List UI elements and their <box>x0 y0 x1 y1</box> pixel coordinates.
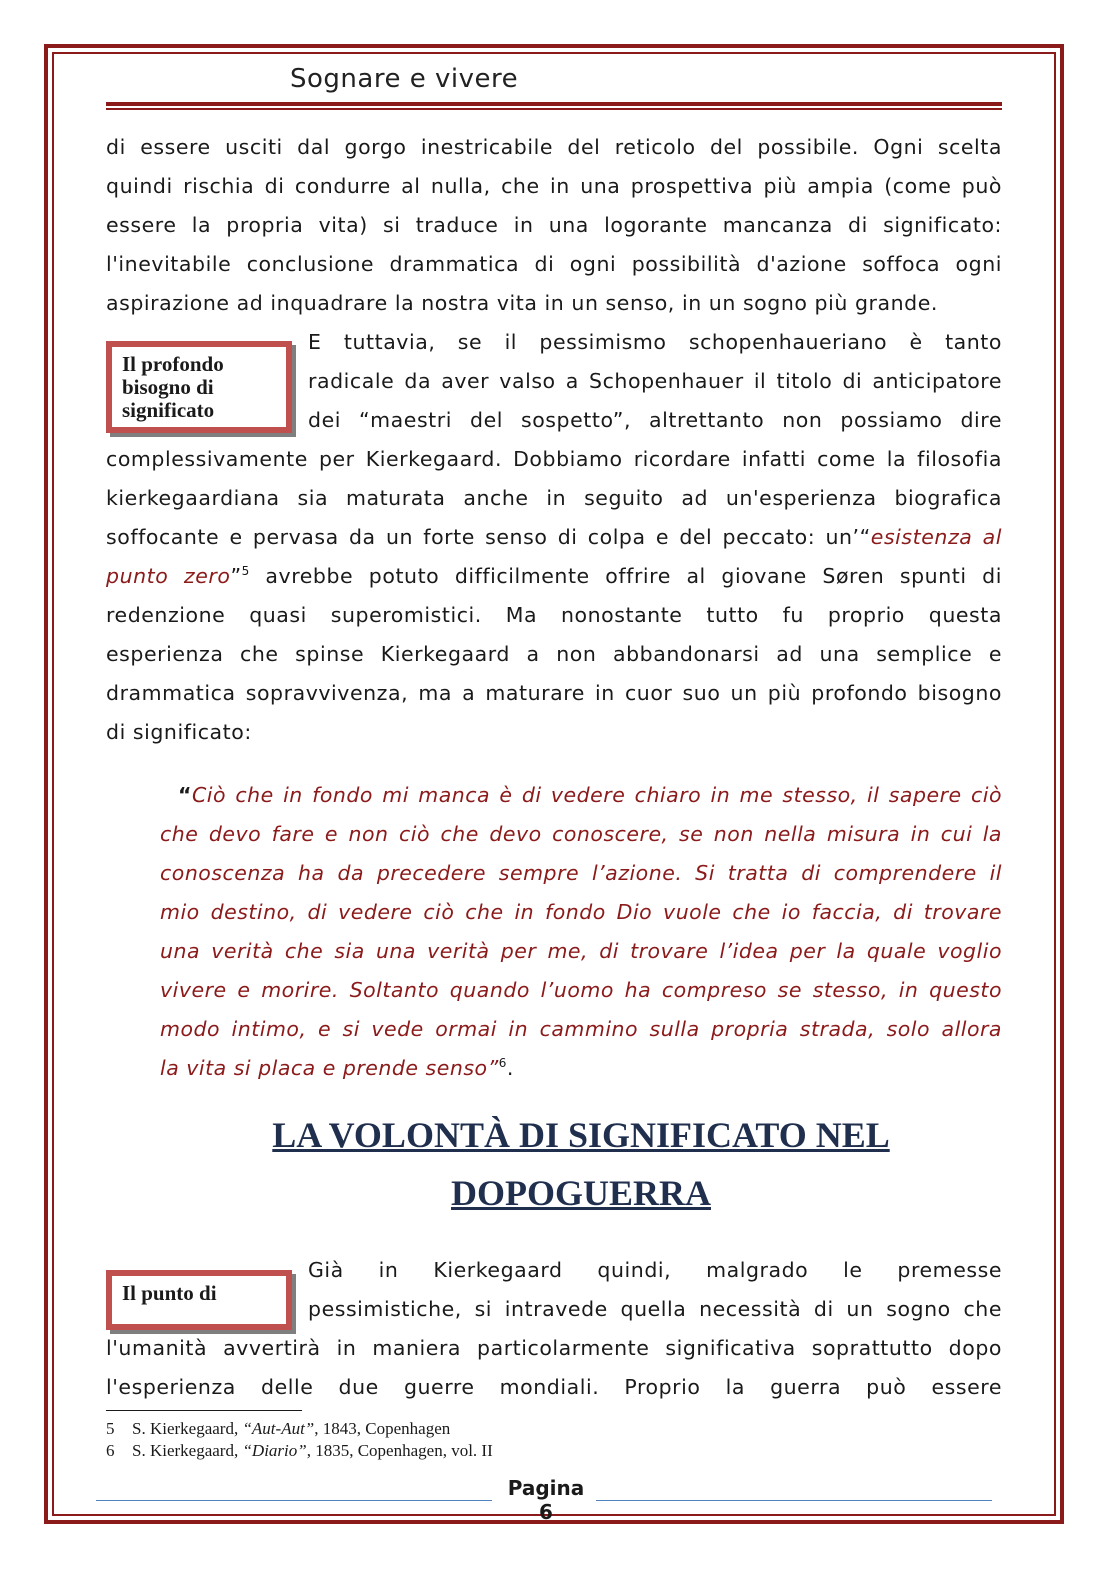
body-line <box>106 518 1002 557</box>
footnote-author: S. Kierkegaard, <box>132 1419 243 1438</box>
body-line: l'umanità avvertirà in maniera particolarmente significativa soprattutto dopo <box>106 1336 1002 1360</box>
quote-text: Ciò che in fondo mi manca è di vedere chiaro in me stesso, il sapere ciò <box>191 783 1002 807</box>
margin-note-box <box>106 1270 292 1330</box>
quote-line <box>178 776 1002 815</box>
margin-note-text: Il profondo bisogno di significato <box>122 352 224 422</box>
running-title: Sognare e vivere <box>290 64 519 94</box>
body-line: aspirazione ad inquadrare la nostra vita in un senso, in un sogno più grande. <box>106 291 938 315</box>
footnote <box>106 1441 493 1461</box>
body-line: redenzione quasi superomistici. Ma nonostante tutto fu proprio questa <box>106 603 1002 627</box>
footnote-work: “Aut-Aut” <box>242 1419 315 1438</box>
body-line: essere la propria vita) si traduce in una logorante mancanza di significato: <box>106 213 1002 237</box>
page-number: 6 <box>539 1500 553 1524</box>
footnote-ref: 5 <box>241 564 250 579</box>
footnote-number: 5 <box>106 1419 115 1438</box>
footnote-rest: , 1835, Copenhagen, vol. II <box>306 1441 493 1460</box>
body-line: di significato: <box>106 720 252 744</box>
header-rule <box>106 102 1002 106</box>
quote-line: che devo fare e non ciò che devo conoscere, se non nella misura in cui la <box>160 822 1002 846</box>
quote-line: conoscenza ha da precedere sempre l’azione. Si tratta di comprendere il <box>160 861 1002 885</box>
body-line: E tuttavia, se il pessimismo schopenhaueriano è tanto <box>308 330 1002 354</box>
footer-rule-left <box>96 1500 492 1501</box>
body-text: ” <box>230 564 242 588</box>
body-line: drammatica sopravvivenza, ma a maturare in cuor suo un più profondo bisogno <box>106 681 1002 705</box>
section-heading: DOPOGUERRA <box>451 1173 711 1213</box>
footnote-number: 6 <box>106 1441 115 1460</box>
quote-open-mark: “ <box>178 783 192 807</box>
footnote <box>106 1419 450 1439</box>
margin-note-box <box>106 341 292 433</box>
header-rule-thin <box>106 108 1002 110</box>
body-line: di essere usciti dal gorgo inestricabile del reticolo del possibile. Ogni scelta <box>106 135 1002 159</box>
footnote-work: “Diario” <box>242 1441 307 1460</box>
body-text: avrebbe potuto difficilmente offrire al giovane Søren spunti di <box>249 564 1002 588</box>
quote-line: modo intimo, e si vede ormai in cammino sulla propria strada, solo allora <box>160 1017 1002 1041</box>
quote-text: la vita si placa e prende senso <box>160 1056 488 1080</box>
footer-rule-right <box>596 1500 992 1501</box>
body-line: dei “maestri del sospetto”, altrettanto non possiamo dire <box>308 408 1002 432</box>
body-line: Già in Kierkegaard quindi, malgrado le premesse <box>308 1258 1002 1282</box>
body-line <box>106 557 1002 596</box>
body-line: radicale da aver valso a Schopenhauer il titolo di anticipatore <box>308 369 1002 393</box>
body-line: l'inevitabile conclusione drammatica di ogni possibilità d'azione soffoca ogni <box>106 252 1002 276</box>
page-label: Pagina <box>507 1476 585 1500</box>
body-line: complessivamente per Kierkegaard. Dobbiamo ricordare infatti come la filosofia <box>106 447 1002 471</box>
quote-line: vivere e morire. Soltanto quando l’uomo ha compreso se stesso, in questo <box>160 978 1002 1002</box>
footnote-ref: 6 <box>498 1056 507 1071</box>
body-line: quindi rischia di condurre al nulla, che in una prospettiva più ampia (come può <box>106 174 1002 198</box>
emphasis-text: punto zero <box>106 564 231 588</box>
emphasis-text: esistenza al <box>870 525 1002 549</box>
body-line: kierkegaardiana sia maturata anche in seguito ad un'esperienza biografica <box>106 486 1002 510</box>
quote-tail: . <box>506 1056 514 1080</box>
body-text: soffocante e pervasa da un forte senso di colpa e del peccato: un’“ <box>106 525 871 549</box>
quote-line <box>160 1049 1002 1088</box>
body-line: l'esperienza delle due guerre mondiali. Proprio la guerra può essere <box>106 1375 1002 1399</box>
footnote-rest: , 1843, Copenhagen <box>314 1419 451 1438</box>
quote-line: mio destino, di vedere ciò che in fondo Dio vuole che io faccia, di trovare <box>160 900 1002 924</box>
footnote-author: S. Kierkegaard, <box>132 1441 243 1460</box>
footnote-rule <box>106 1410 302 1411</box>
body-line: esperienza che spinse Kierkegaard a non abbandonarsi ad una semplice e <box>106 642 1002 666</box>
body-line: pessimistiche, si intravede quella necessità di un sogno che <box>308 1297 1002 1321</box>
page-number-label <box>496 1476 596 1524</box>
margin-note-text: Il punto di <box>122 1281 217 1305</box>
quote-line: una verità che sia una verità per me, di trovare l’idea per la quale voglio <box>160 939 1002 963</box>
section-heading: LA VOLONTÀ DI SIGNIFICATO NEL <box>272 1115 890 1155</box>
quote-close-mark: ” <box>487 1056 499 1080</box>
